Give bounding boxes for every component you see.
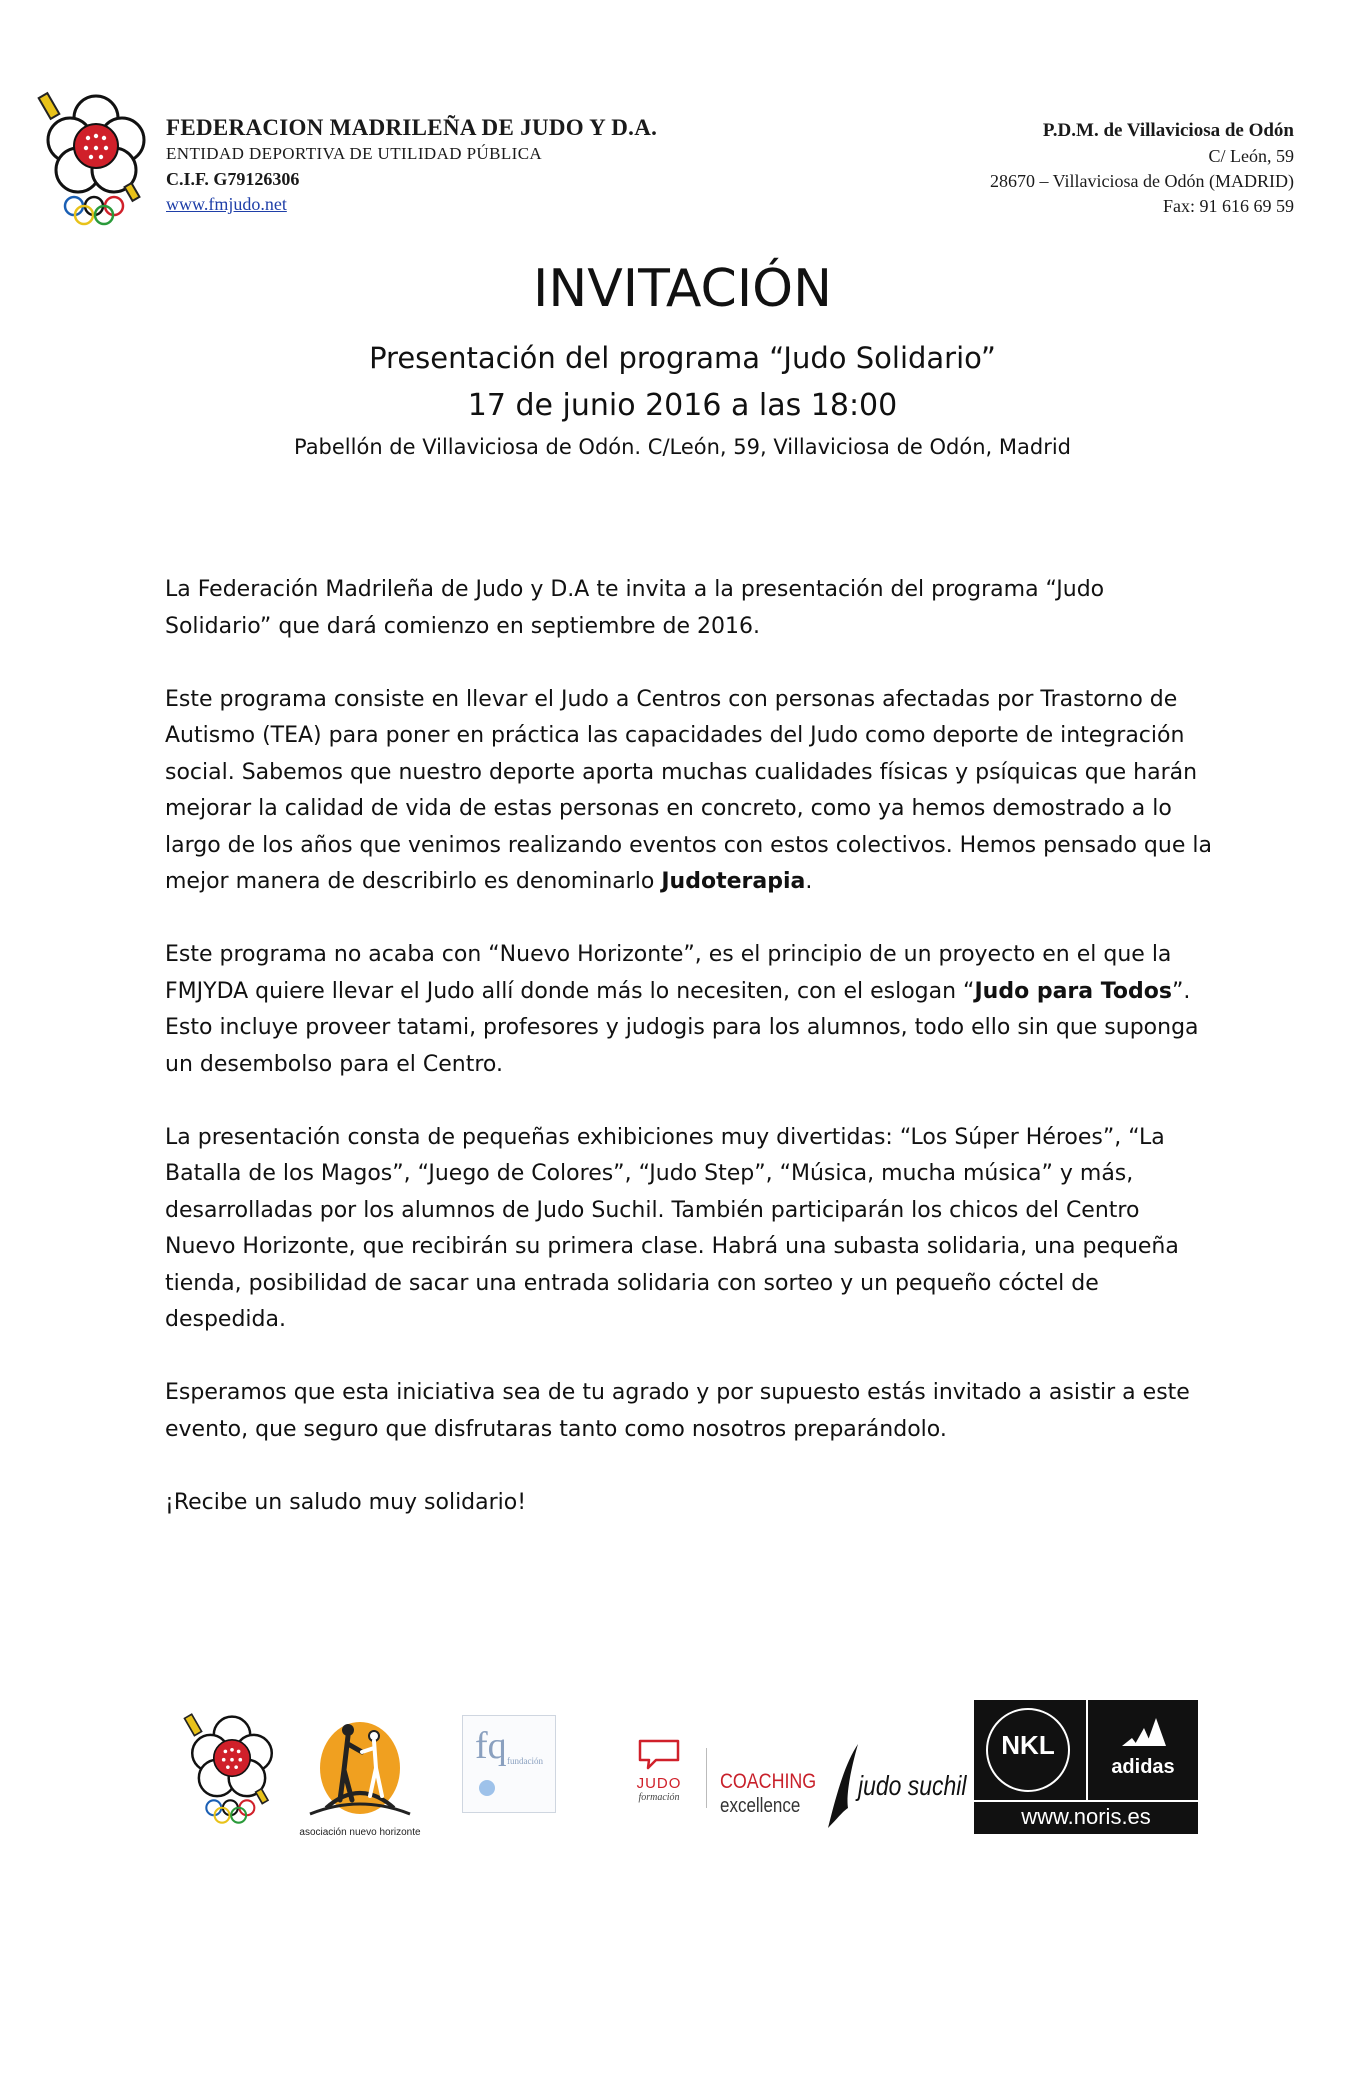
noris-website-link[interactable]: www.noris.es bbox=[1021, 1804, 1151, 1829]
invitation-body bbox=[165, 572, 1215, 1558]
event-date: 17 de junio 2016 a las 18:00 bbox=[467, 388, 898, 423]
venue-fax: Fax: 91 616 69 59 bbox=[1162, 196, 1294, 216]
sponsor-logos bbox=[0, 1690, 1365, 1850]
federation-logo bbox=[36, 88, 156, 228]
noris-sponsor-block bbox=[974, 1700, 1198, 1834]
coaching-title: COACHING bbox=[720, 1770, 817, 1793]
slogan-term: Judo para Todos bbox=[974, 978, 1172, 1004]
sponsor-divider bbox=[706, 1748, 707, 1808]
fundacion-fq-logo bbox=[462, 1715, 556, 1813]
venue-name: P.D.M. de Villaviciosa de Odón bbox=[1042, 120, 1294, 141]
paragraph-program-end: . bbox=[805, 869, 813, 894]
judo-formacion-logo bbox=[628, 1738, 690, 1818]
judo-formacion-title: JUDO bbox=[636, 1775, 682, 1792]
page-title: INVITACIÓN bbox=[533, 259, 832, 319]
adidas-label: adidas bbox=[1111, 1756, 1175, 1778]
federation-name: FEDERACION MADRILEÑA DE JUDO Y D.A. bbox=[166, 115, 658, 140]
fundacion-fq-text: fundación bbox=[507, 1756, 543, 1766]
federation-info bbox=[166, 114, 657, 216]
federation-subtitle: ENTIDAD DEPORTIVA DE UTILIDAD PÚBLICA bbox=[166, 144, 543, 163]
venue-street: C/ León, 59 bbox=[1208, 146, 1294, 166]
nkl-label: NKL bbox=[1001, 1730, 1055, 1760]
paragraph-slogan bbox=[165, 937, 1215, 1083]
event-venue: Pabellón de Villaviciosa de Odón. C/León, 59, Villaviciosa de Odón, Madrid bbox=[293, 435, 1072, 459]
nuevo-horizonte-icon bbox=[296, 1708, 424, 1820]
fundacion-fq-dot-icon bbox=[479, 1780, 495, 1796]
judo-suchil-label: judo suchil bbox=[858, 1770, 967, 1801]
speech-bubble-icon bbox=[636, 1738, 682, 1770]
paragraph-exhibitions: La presentación consta de pequeñas exhibiciones muy divertidas: “Los Súper Héroes”, “La Batalla de los Magos”, “Juego de Colores”, “Judo Step”, “Música, mucha música” y más, desarrolladas por los alumnos de Judo Suchil. También participarán los chicos del Centro Nuevo Horizonte, que recibirán su primera clase. Habrá una subasta solidaria, una pequeña tienda, posibilidad de sacar una entrada solidaria con sorteo y un pequeño cóctel de despedida. bbox=[165, 1124, 1179, 1332]
judoterapia-term: Judoterapia bbox=[661, 869, 806, 894]
paragraph-slogan-text: Este programa no acaba con “Nuevo Horizonte”, es el principio de un proyecto en el que la FMJYDA quiere llevar el Judo allí donde más lo necesiten, con el eslogan “ bbox=[165, 942, 1172, 1004]
adidas-logo bbox=[1088, 1700, 1198, 1800]
nuevo-horizonte-logo bbox=[296, 1708, 424, 1838]
noris-hline bbox=[974, 1800, 1198, 1802]
paragraph-program-text: Este programa consiste en llevar el Judo a Centros con personas afectadas por Trastorno de Autismo (TEA) para poner en práctica las capacidades del Judo como deporte de integración social. Sabemos que nuestro deporte aporta muchas cualidades físicas y psíquicas que harán mejorar la calidad de vida de estas personas en concreto, como ya hemos demostrado a lo largo de los años que venimos realizando eventos con estos colectivos. Hemos pensado que la mejor manera de describirlo es denominarlo bbox=[165, 686, 1212, 894]
adidas-stripes-icon bbox=[1118, 1716, 1168, 1750]
venue-city: 28670 – Villaviciosa de Odón (MADRID) bbox=[989, 171, 1294, 191]
coaching-subtitle: excellence bbox=[720, 1795, 801, 1817]
judo-formacion-subtitle: formación bbox=[638, 1792, 680, 1803]
olympic-rings-icon bbox=[65, 197, 123, 224]
federation-logo-small bbox=[182, 1710, 282, 1826]
nuevo-horizonte-label: asociación nuevo horizonte bbox=[299, 1827, 421, 1838]
paragraph-greeting: ¡Recibe un saludo muy solidario! bbox=[165, 1489, 527, 1515]
coaching-excellence-logo bbox=[720, 1770, 820, 1818]
paragraph-intro: La Federación Madrileña de Judo y D.A te invita a la presentación del programa “Judo Solidario” que dará comienzo en septiembre de 2016. bbox=[165, 577, 1105, 639]
paragraph-closing: Esperamos que esta iniciativa sea de tu agrado y por supuesto estás invitado a asistir a este evento, que seguro que disfrutaras tanto como nosotros preparándolo. bbox=[165, 1380, 1190, 1442]
fundacion-fq-mark: fq bbox=[475, 1725, 507, 1767]
invitation-subtitle: Presentación del programa “Judo Solidario” bbox=[369, 341, 996, 375]
paragraph-slogan-end: ”. Esto incluye proveer tatami, profesores y judogis para los alumnos, todo ello sin que suponga un desembolso para el Centro. bbox=[165, 978, 1199, 1077]
paragraph-program bbox=[165, 682, 1215, 901]
venue-address-block bbox=[990, 118, 1294, 219]
federation-website-link[interactable]: www.fmjudo.net bbox=[166, 194, 287, 214]
federation-cif: C.I.F. G79126306 bbox=[166, 169, 300, 189]
flower-emblem bbox=[39, 93, 144, 201]
nkl-logo bbox=[974, 1700, 1086, 1800]
judo-suchil-logo bbox=[824, 1742, 974, 1832]
